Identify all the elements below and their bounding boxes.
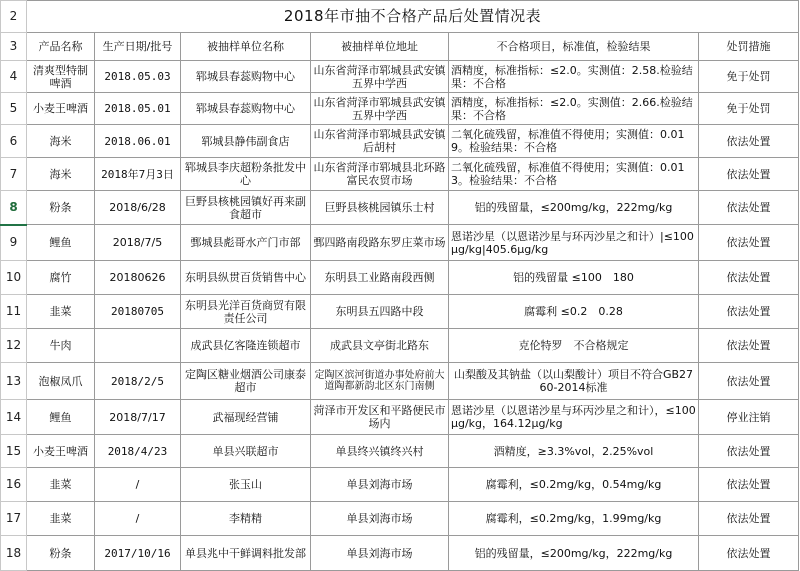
cell-product-name[interactable]: 韭菜 <box>27 295 95 329</box>
cell-unit[interactable]: 郓城县静伟副食店 <box>181 125 311 158</box>
cell-failed-item[interactable]: 酒精度，标准指标：≤2.0。实测值：2.58.检验结果：不合格 <box>449 61 699 93</box>
header-unit-name[interactable]: 被抽样单位名称 <box>181 33 311 61</box>
row-number[interactable]: 5 <box>1 93 27 125</box>
row-number[interactable]: 18 <box>1 536 27 571</box>
cell-product-name[interactable]: 鲤鱼 <box>27 225 95 261</box>
table-row <box>1 502 799 536</box>
row-number[interactable]: 6 <box>1 125 27 158</box>
row-number[interactable]: 11 <box>1 295 27 329</box>
table-row <box>1 125 799 158</box>
cell-date[interactable] <box>95 329 181 363</box>
cell-unit[interactable]: 巨野县核桃园镇好再来副食超市 <box>181 191 311 225</box>
cell-failed-item[interactable]: 铝的残留量 ≤100 180 <box>449 261 699 295</box>
row-number[interactable]: 13 <box>1 363 27 400</box>
header-product-name[interactable]: 产品名称 <box>27 33 95 61</box>
cell-action[interactable]: 免于处罚 <box>699 93 799 125</box>
cell-product-name[interactable]: 海米 <box>27 158 95 191</box>
cell-failed-item[interactable]: 铝的残留量，≤200mg/kg，222mg/kg <box>449 191 699 225</box>
cell-product-name[interactable]: 小麦王啤酒 <box>27 93 95 125</box>
page-title[interactable]: 2018年市抽不合格产品后处置情况表 <box>27 1 799 33</box>
row-number[interactable]: 15 <box>1 435 27 468</box>
cell-date[interactable]: 2018.05.03 <box>95 61 181 93</box>
row-number[interactable]: 9 <box>1 225 27 261</box>
cell-action[interactable]: 依法处置 <box>699 363 799 400</box>
row-number[interactable]: 2 <box>1 1 27 33</box>
header-unit-address[interactable]: 被抽样单位地址 <box>311 33 449 61</box>
cell-address[interactable]: 东明县工业路南段西侧 <box>311 261 449 295</box>
cell-date[interactable]: 2018/7/5 <box>95 225 181 261</box>
row-number[interactable]: 12 <box>1 329 27 363</box>
cell-action[interactable]: 依法处置 <box>699 502 799 536</box>
cell-address[interactable]: 山东省菏泽市郓城县武安镇五界中学西 <box>311 61 449 93</box>
cell-action[interactable]: 依法处置 <box>699 125 799 158</box>
cell-action[interactable]: 依法处置 <box>699 536 799 571</box>
cell-unit[interactable]: 定陶区糖业烟酒公司康泰超市 <box>181 363 311 400</box>
cell-unit[interactable]: 郓城县春蕊购物中心 <box>181 61 311 93</box>
table-row <box>1 191 799 225</box>
cell-action[interactable]: 依法处置 <box>699 158 799 191</box>
cell-address[interactable]: 山东省菏泽市郓城县武安镇后胡村 <box>311 125 449 158</box>
row-number[interactable]: 16 <box>1 468 27 502</box>
header-action[interactable]: 处罚措施 <box>699 33 799 61</box>
cell-failed-item[interactable]: 酒精度，≥3.3%vol，2.25%vol <box>449 435 699 468</box>
cell-unit[interactable]: 东明县光洋百货商贸有限责任公司 <box>181 295 311 329</box>
cell-address[interactable]: 东明县五四路中段 <box>311 295 449 329</box>
cell-product-name[interactable]: 粉条 <box>27 191 95 225</box>
cell-address[interactable]: 定陶区滨河街道办事处府前大道陶都新韵北区东门南侧 <box>311 363 449 400</box>
cell-date[interactable]: / <box>95 502 181 536</box>
row-number[interactable]: 4 <box>1 61 27 93</box>
cell-address[interactable]: 单县刘海市场 <box>311 468 449 502</box>
cell-date[interactable]: 2018/2/5 <box>95 363 181 400</box>
cell-date[interactable]: 2018/6/28 <box>95 191 181 225</box>
cell-action[interactable]: 依法处置 <box>699 295 799 329</box>
header-row <box>1 33 799 61</box>
cell-unit[interactable]: 东明县纵贯百货销售中心 <box>181 261 311 295</box>
cell-unit[interactable]: 张玉山 <box>181 468 311 502</box>
title-row <box>1 1 799 33</box>
cell-unit[interactable]: 李精精 <box>181 502 311 536</box>
cell-action[interactable]: 停业注销 <box>699 400 799 435</box>
row-number[interactable]: 7 <box>1 158 27 191</box>
cell-failed-item[interactable]: 酒精度，标准指标：≤2.0。实测值：2.66.检验结果：不合格 <box>449 93 699 125</box>
cell-failed-item[interactable]: 腐霉利 ≤0.2 0.28 <box>449 295 699 329</box>
cell-date[interactable]: 20180626 <box>95 261 181 295</box>
cell-product-name[interactable]: 小麦王啤酒 <box>27 435 95 468</box>
cell-action[interactable]: 依法处置 <box>699 261 799 295</box>
cell-action[interactable]: 依法处置 <box>699 191 799 225</box>
table-row <box>1 295 799 329</box>
cell-unit[interactable]: 郓城县李庆超粉条批发中心 <box>181 158 311 191</box>
cell-product-name[interactable]: 鲤鱼 <box>27 400 95 435</box>
cell-product-name[interactable]: 牛肉 <box>27 329 95 363</box>
table-row <box>1 363 799 400</box>
cell-address[interactable]: 单县终兴镇终兴村 <box>311 435 449 468</box>
cell-date[interactable]: 2018/7/17 <box>95 400 181 435</box>
cell-unit[interactable]: 武福现经营铺 <box>181 400 311 435</box>
cell-address[interactable]: 山东省菏泽市郓城县武安镇五界中学西 <box>311 93 449 125</box>
cell-action[interactable]: 依法处置 <box>699 329 799 363</box>
cell-address[interactable]: 山东省菏泽市郓城县北环路富民农贸市场 <box>311 158 449 191</box>
cell-date[interactable]: 20180705 <box>95 295 181 329</box>
cell-address[interactable]: 单县刘海市场 <box>311 536 449 571</box>
cell-address[interactable]: 单县刘海市场 <box>311 502 449 536</box>
cell-action[interactable]: 免于处罚 <box>699 61 799 93</box>
cell-failed-item[interactable]: 二氧化硫残留，标准值不得使用；实测值：0.019。检验结果：不合格 <box>449 125 699 158</box>
row-number[interactable]: 10 <box>1 261 27 295</box>
cell-action[interactable]: 依法处置 <box>699 468 799 502</box>
cell-unit[interactable]: 单县兴联超市 <box>181 435 311 468</box>
table-row <box>1 468 799 502</box>
cell-address[interactable]: 菏泽市开发区和平路便民市场内 <box>311 400 449 435</box>
table-row <box>1 158 799 191</box>
row-number[interactable]: 3 <box>1 33 27 61</box>
cell-date[interactable]: 2018.06.01 <box>95 125 181 158</box>
row-number[interactable]: 14 <box>1 400 27 435</box>
cell-failed-item[interactable]: 铝的残留量，≤200mg/kg，222mg/kg <box>449 536 699 571</box>
cell-product-name[interactable]: 腐竹 <box>27 261 95 295</box>
cell-product-name[interactable]: 海米 <box>27 125 95 158</box>
cell-date[interactable]: 2017/10/16 <box>95 536 181 571</box>
cell-product-name[interactable]: 粉条 <box>27 536 95 571</box>
header-failed-item[interactable]: 不合格项目，标准值，检验结果 <box>449 33 699 61</box>
cell-action[interactable]: 依法处置 <box>699 225 799 261</box>
row-number-active[interactable]: 8 <box>1 191 27 225</box>
cell-failed-item[interactable]: 山梨酸及其钠盐（以山梨酸计）项目不符合GB2760-2014标准 <box>449 363 699 400</box>
cell-unit[interactable]: 郓城县春蕊购物中心 <box>181 93 311 125</box>
cell-failed-item[interactable]: 腐霉利，≤0.2mg/kg，0.54mg/kg <box>449 468 699 502</box>
table-row <box>1 93 799 125</box>
cell-product-name[interactable]: 清爽型特制啤酒 <box>27 61 95 93</box>
table-row <box>1 61 799 93</box>
cell-address[interactable]: 鄄四路南段路东罗庄菜市场 <box>311 225 449 261</box>
cell-address[interactable]: 巨野县核桃园镇乐士村 <box>311 191 449 225</box>
cell-product-name[interactable]: 韭菜 <box>27 468 95 502</box>
cell-date[interactable]: / <box>95 468 181 502</box>
cell-date[interactable]: 2018年7月3日 <box>95 158 181 191</box>
cell-action[interactable]: 依法处置 <box>699 435 799 468</box>
table-row <box>1 225 799 261</box>
cell-failed-item[interactable]: 二氧化硫残留，标准值不得使用；实测值：0.013。检验结果：不合格 <box>449 158 699 191</box>
cell-product-name[interactable]: 韭菜 <box>27 502 95 536</box>
cell-failed-item[interactable]: 克伦特罗 不合格规定 <box>449 329 699 363</box>
table-row <box>1 261 799 295</box>
table-row <box>1 536 799 571</box>
cell-address[interactable]: 成武县文亭街北路东 <box>311 329 449 363</box>
cell-unit[interactable]: 鄄城县彪哥水产门市部 <box>181 225 311 261</box>
row-number[interactable]: 17 <box>1 502 27 536</box>
cell-date[interactable]: 2018/4/23 <box>95 435 181 468</box>
cell-failed-item[interactable]: 恩诺沙星（以恩诺沙星与环丙沙星之和计）|≤100μg/kg|405.6μg/kg <box>449 225 699 261</box>
table-row <box>1 329 799 363</box>
cell-unit[interactable]: 单县兆中干鲜调料批发部 <box>181 536 311 571</box>
cell-failed-item[interactable]: 恩诺沙星（以恩诺沙星与环丙沙星之和计），≤100μg/kg，164.12μg/kg <box>449 400 699 435</box>
table-row <box>1 435 799 468</box>
cell-date[interactable]: 2018.05.01 <box>95 93 181 125</box>
table-row <box>1 400 799 435</box>
header-production-date[interactable]: 生产日期/批号 <box>95 33 181 61</box>
cell-product-name[interactable]: 泡椒凤爪 <box>27 363 95 400</box>
cell-failed-item[interactable]: 腐霉利，≤0.2mg/kg，1.99mg/kg <box>449 502 699 536</box>
cell-unit[interactable]: 成武县亿客隆连锁超市 <box>181 329 311 363</box>
